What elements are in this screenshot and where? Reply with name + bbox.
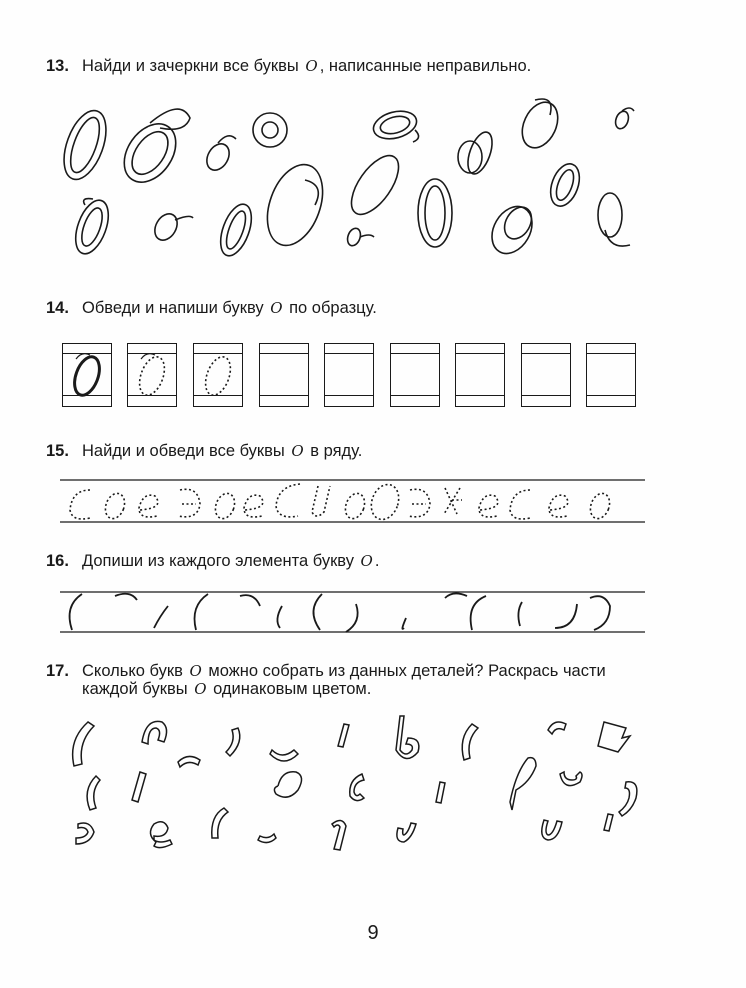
letter-variant[interactable]: [215, 200, 258, 260]
letter-piece[interactable]: [462, 724, 478, 760]
letter-piece[interactable]: [73, 722, 94, 766]
letter-element[interactable]: [313, 594, 322, 630]
writing-cell-empty[interactable]: [521, 343, 571, 407]
letter-piece[interactable]: [396, 716, 419, 759]
page-number: 9: [367, 922, 379, 944]
letter-piece[interactable]: [178, 756, 200, 767]
letter-element[interactable]: [402, 618, 406, 629]
letter-piece[interactable]: [132, 772, 146, 802]
task-13-number: 13.: [46, 57, 69, 75]
letter-piece[interactable]: [604, 814, 613, 831]
task-16-number: 16.: [46, 552, 69, 570]
task-17-number: 17.: [46, 662, 69, 680]
task-15-number: 15.: [46, 442, 69, 460]
letter-piece[interactable]: [338, 724, 349, 747]
letter-variant[interactable]: [613, 108, 634, 131]
task-13-text-before: Найди и зачеркни все буквы: [82, 57, 299, 75]
letter-element[interactable]: [70, 594, 82, 630]
letter-variant[interactable]: [114, 109, 190, 192]
task-15-text-before: Найди и обведи все буквы: [82, 442, 285, 460]
letter-element[interactable]: [240, 595, 260, 606]
task-13-text-after: , написанные неправильно.: [319, 57, 532, 75]
task-17-heading-line2: [82, 680, 371, 699]
letter-element[interactable]: [154, 606, 168, 628]
task-14-text-after: по образцу.: [289, 299, 377, 317]
cursive-letter-o: О: [305, 57, 318, 75]
letter-piece[interactable]: [76, 823, 94, 844]
letter-element[interactable]: [471, 596, 486, 630]
letter-piece[interactable]: [332, 820, 346, 850]
cursive-letter-o: О: [360, 552, 373, 570]
writing-cell-empty[interactable]: [390, 343, 440, 407]
letter-piece[interactable]: [212, 808, 228, 838]
task-15-letter-row: [60, 470, 650, 532]
letter-element[interactable]: [115, 594, 137, 600]
letter-piece[interactable]: [598, 722, 630, 752]
task-15-heading: [46, 440, 362, 462]
letter-element[interactable]: [195, 594, 209, 630]
writing-cell-empty[interactable]: [259, 343, 309, 407]
task-16-element-row: [60, 582, 650, 642]
task-13-letter-variants: [50, 95, 650, 270]
letter-piece[interactable]: [142, 721, 167, 744]
letter-element[interactable]: [277, 606, 282, 628]
letter-piece[interactable]: [87, 776, 100, 810]
cursive-letter-o: О: [194, 680, 207, 698]
letter-variant[interactable]: [370, 107, 419, 144]
letter-element[interactable]: [445, 593, 467, 598]
letter-piece[interactable]: [150, 822, 172, 848]
task-17-line2-before: каждой буквы: [82, 680, 188, 698]
writing-cell-sample: [62, 343, 112, 407]
task-13-heading: [46, 55, 531, 77]
writing-cell-trace[interactable]: [127, 343, 177, 407]
task-16-heading: [46, 550, 379, 572]
writing-cell-empty[interactable]: [455, 343, 505, 407]
task-14-heading: [46, 297, 377, 319]
cursive-letter-o: О: [270, 299, 283, 317]
letter-piece[interactable]: [397, 823, 416, 842]
letter-variant[interactable]: [253, 113, 287, 147]
writing-cell-empty[interactable]: [324, 343, 374, 407]
letter-element[interactable]: [555, 604, 577, 628]
letter-variant[interactable]: [515, 96, 564, 153]
letter-variant[interactable]: [545, 160, 584, 210]
task-17-text-after: можно собрать из данных деталей? Раскрась части: [208, 662, 606, 680]
writing-cell-empty[interactable]: [586, 343, 636, 407]
letter-element[interactable]: [346, 604, 358, 632]
letter-piece[interactable]: [560, 772, 582, 786]
letter-variant[interactable]: [69, 196, 114, 258]
task-14-text-before: Обведи и напиши букву: [82, 299, 264, 317]
letter-piece[interactable]: [542, 820, 562, 840]
writing-cell-trace[interactable]: [193, 343, 243, 407]
letter-variant[interactable]: [484, 199, 540, 260]
letter-piece[interactable]: [274, 772, 301, 797]
letter-piece[interactable]: [258, 834, 276, 843]
letter-piece[interactable]: [270, 750, 298, 761]
task-15-text-after: в ряду.: [310, 442, 363, 460]
letter-piece[interactable]: [548, 722, 566, 734]
letter-piece[interactable]: [510, 758, 536, 810]
letter-variant[interactable]: [598, 193, 630, 246]
task-16-text-after: .: [374, 552, 380, 570]
task-17-heading: [46, 660, 606, 682]
letter-variant[interactable]: [56, 105, 114, 185]
letter-piece[interactable]: [436, 782, 445, 803]
letter-piece[interactable]: [619, 782, 637, 816]
letter-variant[interactable]: [458, 129, 497, 177]
letter-element[interactable]: [518, 602, 522, 626]
letter-variant[interactable]: [418, 179, 452, 247]
letter-piece[interactable]: [226, 728, 240, 756]
letter-piece[interactable]: [350, 774, 364, 801]
task-14-number: 14.: [46, 299, 69, 317]
task-16-text-before: Допиши из каждого элемента букву: [82, 552, 354, 570]
letter-variant[interactable]: [342, 148, 407, 248]
letter-variant[interactable]: [150, 210, 193, 244]
task-17-text-before: Сколько букв: [82, 662, 183, 680]
letter-variant[interactable]: [202, 136, 236, 174]
cursive-letter-o: О: [189, 662, 202, 680]
letter-element[interactable]: [590, 596, 610, 630]
task-17-letter-pieces: [60, 712, 660, 872]
task-17-line2-after: одинаковым цветом.: [213, 680, 372, 698]
cursive-letter-o: О: [291, 442, 304, 460]
letter-variant[interactable]: [257, 157, 333, 253]
